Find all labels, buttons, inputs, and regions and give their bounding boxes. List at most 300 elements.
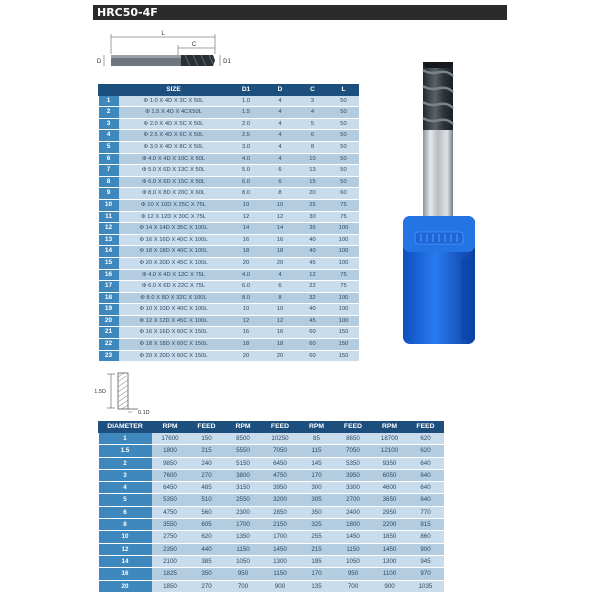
spec-header-3: D xyxy=(264,85,297,96)
speed-row-cell: 1850 xyxy=(372,531,408,543)
speed-row-cell: 2400 xyxy=(335,506,372,518)
spec-header-0 xyxy=(99,85,119,96)
speed-table-body xyxy=(99,433,444,593)
spec-row xyxy=(99,234,359,246)
spec-row-cell: 22 xyxy=(297,281,329,293)
spec-row-key: 5 xyxy=(99,141,119,153)
spec-row-cell: 3.0 xyxy=(229,141,264,153)
speed-row xyxy=(99,519,444,531)
speed-row-cell: 860 xyxy=(408,531,444,543)
speed-header-4: FEED xyxy=(262,422,299,433)
spec-row-key: 16 xyxy=(99,269,119,281)
spec-row-cell: 60 xyxy=(329,188,359,200)
speed-row-cell: 135 xyxy=(299,580,335,592)
spec-row-cell: 50 xyxy=(329,107,359,119)
spec-row-cell: 12 xyxy=(229,315,264,327)
spec-row-cell: 12 xyxy=(297,269,329,281)
spec-row-cell: 2.0 xyxy=(229,118,264,130)
spec-row-key: 4 xyxy=(99,130,119,142)
spec-row-key: 2 xyxy=(99,107,119,119)
spec-row-cell: 50 xyxy=(329,118,359,130)
spec-row-cell: 40 xyxy=(297,304,329,316)
spec-row-key: 11 xyxy=(99,211,119,223)
spec-row-cell: 50 xyxy=(329,130,359,142)
spec-row-cell: 18 xyxy=(229,246,264,258)
speed-row-cell: 2850 xyxy=(262,506,299,518)
spec-row-cell: Φ 8.0 X 8D X 20C X 60L xyxy=(119,188,229,200)
speed-row-key: 6 xyxy=(99,506,152,518)
spec-row-cell: Φ 18 X 18D X 60C X 150L xyxy=(119,339,229,351)
speed-row xyxy=(99,433,444,445)
speed-row-cell: 4750 xyxy=(152,506,189,518)
speed-row-cell: 1150 xyxy=(335,543,372,555)
spec-row-cell: 75 xyxy=(329,211,359,223)
spec-row-cell: 20 xyxy=(297,188,329,200)
speed-row-cell: 17600 xyxy=(152,433,189,445)
spec-row-cell: 100 xyxy=(329,246,359,258)
speed-row-cell: 9850 xyxy=(152,457,189,469)
speed-row-cell: 1850 xyxy=(152,580,189,592)
spec-row-key: 3 xyxy=(99,118,119,130)
speed-row-cell: 4600 xyxy=(372,482,408,494)
speed-row-cell: 3800 xyxy=(225,469,262,481)
speed-row-cell: 620 xyxy=(189,531,225,543)
speed-row-cell: 1800 xyxy=(335,519,372,531)
speed-row-cell: 440 xyxy=(189,543,225,555)
speed-table-header xyxy=(99,422,444,433)
spec-row-cell: 35 xyxy=(297,223,329,235)
speed-row-cell: 605 xyxy=(189,519,225,531)
spec-row xyxy=(99,176,359,188)
spec-row-cell: 10 xyxy=(297,153,329,165)
speed-header-7: RPM xyxy=(372,422,408,433)
spec-row-cell: 50 xyxy=(329,165,359,177)
speed-row xyxy=(99,531,444,543)
spec-row-key: 12 xyxy=(99,223,119,235)
speed-row-cell: 215 xyxy=(189,445,225,457)
spec-row-cell: 10 xyxy=(229,199,264,211)
spec-row-cell: 8.0 xyxy=(229,188,264,200)
speed-row-cell: 350 xyxy=(189,568,225,580)
speed-row-cell: 950 xyxy=(225,568,262,580)
spec-row-cell: 12 xyxy=(229,211,264,223)
speed-row xyxy=(99,494,444,506)
spec-row-cell: 25 xyxy=(297,199,329,211)
spec-row-cell: 40 xyxy=(297,246,329,258)
spec-row xyxy=(99,246,359,258)
speed-row-cell: 1450 xyxy=(372,543,408,555)
spec-row-cell: Φ 20 X 20D X 45C X 100L xyxy=(119,257,229,269)
spec-row xyxy=(99,292,359,304)
speed-row-cell: 560 xyxy=(189,506,225,518)
speed-row-cell: 18700 xyxy=(372,433,408,445)
spec-table-header xyxy=(99,85,359,96)
spec-row xyxy=(99,269,359,281)
speed-row-cell: 7050 xyxy=(262,445,299,457)
speed-row xyxy=(99,469,444,481)
spec-row-cell: 4 xyxy=(297,107,329,119)
spec-row xyxy=(99,141,359,153)
speed-row-key: 16 xyxy=(99,568,152,580)
speed-row-cell: 195 xyxy=(299,555,335,567)
spec-row-cell: Φ 1.0 X 4D X 3C X 50L xyxy=(119,95,229,107)
speed-row-cell: 2100 xyxy=(152,555,189,567)
size-spec-table xyxy=(98,84,359,362)
spec-row-cell: 8 xyxy=(264,292,297,304)
spec-row-cell: 10 xyxy=(264,304,297,316)
spec-row xyxy=(99,118,359,130)
speed-header-8: FEED xyxy=(408,422,444,433)
spec-header-2: D1 xyxy=(229,85,264,96)
speed-row xyxy=(99,580,444,592)
speed-row-cell: 385 xyxy=(189,555,225,567)
speed-row-cell: 900 xyxy=(262,580,299,592)
speed-row-key: 2 xyxy=(99,457,152,469)
spec-row-cell: Φ 16 X 16D X 40C X 100L xyxy=(119,234,229,246)
spec-row-cell: Φ 2.5 X 4D X 6C X 50L xyxy=(119,130,229,142)
spec-row-cell: 6.0 xyxy=(229,176,264,188)
speed-row-key: 1.5 xyxy=(99,445,152,457)
spec-row-key: 20 xyxy=(99,315,119,327)
spec-row-cell: 10 xyxy=(264,199,297,211)
spec-row-cell: 6 xyxy=(264,176,297,188)
spec-row-cell: 30 xyxy=(297,211,329,223)
spec-row xyxy=(99,199,359,211)
speed-header-0: DIAMETER xyxy=(99,422,152,433)
spec-row-cell: 4 xyxy=(264,95,297,107)
spec-row xyxy=(99,188,359,200)
spec-row-cell: 16 xyxy=(264,327,297,339)
spec-row-cell: 20 xyxy=(229,350,264,362)
spec-row-cell: 100 xyxy=(329,257,359,269)
spec-row-cell: 4.0 xyxy=(229,269,264,281)
spec-row-cell: Φ 6.0 X 6D X 22C X 75L xyxy=(119,281,229,293)
speed-row-cell: 770 xyxy=(408,506,444,518)
speed-row-cell: 900 xyxy=(372,580,408,592)
spec-row-key: 19 xyxy=(99,304,119,316)
spec-row-cell: 50 xyxy=(329,141,359,153)
speed-row-cell: 8500 xyxy=(225,433,262,445)
spec-row-cell: 100 xyxy=(329,292,359,304)
speed-row-cell: 1150 xyxy=(225,543,262,555)
spec-row-key: 17 xyxy=(99,281,119,293)
spec-header-1: SIZE xyxy=(119,85,229,96)
speed-row-cell: 6450 xyxy=(152,482,189,494)
spec-row-cell: 4 xyxy=(264,153,297,165)
spec-row-cell: 4 xyxy=(264,130,297,142)
speed-row-cell: 3150 xyxy=(225,482,262,494)
speed-row-cell: 2550 xyxy=(225,494,262,506)
speed-row-cell: 815 xyxy=(408,519,444,531)
speed-row-cell: 325 xyxy=(299,519,335,531)
spec-row-cell: 12 xyxy=(264,211,297,223)
speed-row-cell: 1450 xyxy=(262,543,299,555)
speed-row-cell: 215 xyxy=(299,543,335,555)
speed-row-cell: 1300 xyxy=(372,555,408,567)
label-d1: D1 xyxy=(223,59,231,65)
speed-row-key: 1 xyxy=(99,433,152,445)
speed-row-cell: 115 xyxy=(299,445,335,457)
speed-row-cell: 1825 xyxy=(152,568,189,580)
spec-row-cell: 75 xyxy=(329,199,359,211)
spec-row-cell: Φ 8.0 X 8D X 32C X 100L xyxy=(119,292,229,304)
spec-row xyxy=(99,165,359,177)
spec-row xyxy=(99,350,359,362)
end-mill-dimension-diagram xyxy=(93,28,243,74)
speed-row xyxy=(99,482,444,494)
speed-row-cell: 2150 xyxy=(262,519,299,531)
speed-row-cell: 255 xyxy=(299,531,335,543)
spec-row-cell: 100 xyxy=(329,315,359,327)
label-d: D xyxy=(96,59,102,65)
speed-row-cell: 270 xyxy=(189,580,225,592)
speed-row-cell: 9350 xyxy=(372,457,408,469)
spec-row-key: 23 xyxy=(99,350,119,362)
spec-row-cell: 60 xyxy=(297,327,329,339)
speed-row-cell: 305 xyxy=(299,494,335,506)
spec-row-cell: 18 xyxy=(229,339,264,351)
speed-row-cell: 1700 xyxy=(225,519,262,531)
speed-row-cell: 950 xyxy=(335,568,372,580)
spec-row-cell: 4 xyxy=(264,118,297,130)
spec-row-cell: Φ 3.0 X 4D X 8C X 50L xyxy=(119,141,229,153)
spec-row-cell: 150 xyxy=(329,350,359,362)
end-mill-product-image xyxy=(395,58,485,348)
spec-row-cell: 100 xyxy=(329,304,359,316)
spec-row-cell: 50 xyxy=(329,153,359,165)
spec-row-cell: 8.0 xyxy=(229,292,264,304)
speed-row-cell: 700 xyxy=(335,580,372,592)
spec-row xyxy=(99,211,359,223)
speed-row-cell: 85 xyxy=(299,433,335,445)
spec-row-cell: 4.0 xyxy=(229,153,264,165)
spec-row-cell: Φ 4.0 X 4D X 12C X 75L xyxy=(119,269,229,281)
spec-row-cell: Φ 12 X 12D X 30C X 75L xyxy=(119,211,229,223)
spec-row-cell: 20 xyxy=(229,257,264,269)
speed-row-cell: 7050 xyxy=(335,445,372,457)
spec-row-cell: 4 xyxy=(264,107,297,119)
spec-row xyxy=(99,223,359,235)
spec-row-key: 6 xyxy=(99,153,119,165)
label-width: 0.1D xyxy=(138,410,150,416)
speed-row-key: 3 xyxy=(99,469,152,481)
spec-row-key: 10 xyxy=(99,199,119,211)
speed-row-cell: 3300 xyxy=(335,482,372,494)
spec-row-cell: 18 xyxy=(264,339,297,351)
speed-row-cell: 3550 xyxy=(152,519,189,531)
speed-row-cell: 3950 xyxy=(335,469,372,481)
speed-row-cell: 700 xyxy=(225,580,262,592)
spec-row-cell: 75 xyxy=(329,269,359,281)
speed-row-cell: 4750 xyxy=(262,469,299,481)
speed-row-cell: 1050 xyxy=(225,555,262,567)
speed-row-cell: 620 xyxy=(408,445,444,457)
speed-row-cell: 10250 xyxy=(262,433,299,445)
speed-row-cell: 640 xyxy=(408,494,444,506)
speed-row xyxy=(99,506,444,518)
spec-row-cell: 16 xyxy=(229,327,264,339)
speed-row-cell: 2200 xyxy=(372,519,408,531)
speed-row-cell: 3200 xyxy=(262,494,299,506)
spec-row xyxy=(99,107,359,119)
speed-row-cell: 900 xyxy=(408,543,444,555)
spec-row-cell: Φ 5.0 X 6D X 13C X 50L xyxy=(119,165,229,177)
speed-row xyxy=(99,543,444,555)
spec-row-cell: 13 xyxy=(297,165,329,177)
speed-row-cell: 240 xyxy=(189,457,225,469)
spec-row-cell: 45 xyxy=(297,315,329,327)
spec-row-key: 21 xyxy=(99,327,119,339)
spec-row-cell: 4 xyxy=(264,269,297,281)
spec-row-cell: 1.5 xyxy=(229,107,264,119)
speed-row-cell: 3650 xyxy=(372,494,408,506)
speed-row-cell: 2950 xyxy=(372,506,408,518)
spec-row-cell: Φ 1.5 X 4D X 4CX50L xyxy=(119,107,229,119)
speed-row-cell: 640 xyxy=(408,482,444,494)
speed-row-cell: 5550 xyxy=(225,445,262,457)
speed-row-cell: 1050 xyxy=(335,555,372,567)
spec-row-cell: 5 xyxy=(297,118,329,130)
spec-row-key: 15 xyxy=(99,257,119,269)
spec-row-cell: Φ 14 X 14D X 35C X 100L xyxy=(119,223,229,235)
spec-row-cell: Φ 10 X 10D X 25C X 75L xyxy=(119,199,229,211)
speed-header-1: RPM xyxy=(152,422,189,433)
spec-row-cell: 100 xyxy=(329,223,359,235)
spec-row-cell: 75 xyxy=(329,281,359,293)
speed-row-cell: 6050 xyxy=(372,469,408,481)
spec-row-cell: Φ 4.0 X 4D X 10C X 50L xyxy=(119,153,229,165)
spec-row xyxy=(99,95,359,107)
speed-row-cell: 170 xyxy=(299,469,335,481)
spec-row-cell: 2.5 xyxy=(229,130,264,142)
spec-row-cell: 150 xyxy=(329,339,359,351)
speed-row xyxy=(99,568,444,580)
speed-row-cell: 620 xyxy=(408,433,444,445)
speed-row-cell: 2750 xyxy=(152,531,189,543)
speed-row-cell: 6450 xyxy=(262,457,299,469)
spec-row xyxy=(99,304,359,316)
speed-row-cell: 1035 xyxy=(408,580,444,592)
speed-header-2: FEED xyxy=(189,422,225,433)
speed-row-key: 14 xyxy=(99,555,152,567)
spec-header-4: C xyxy=(297,85,329,96)
speed-row-cell: 640 xyxy=(408,469,444,481)
spec-row-cell: 20 xyxy=(264,350,297,362)
speed-row-cell: 1450 xyxy=(335,531,372,543)
spec-row-cell: 60 xyxy=(297,350,329,362)
speed-row-cell: 945 xyxy=(408,555,444,567)
spec-row xyxy=(99,153,359,165)
spec-row-cell: 15 xyxy=(297,176,329,188)
spec-row-cell: 10 xyxy=(229,304,264,316)
speed-header-6: FEED xyxy=(335,422,372,433)
spec-row-cell: 14 xyxy=(264,223,297,235)
spec-row-cell: 8 xyxy=(297,141,329,153)
speed-row-cell: 1350 xyxy=(225,531,262,543)
spec-row-key: 18 xyxy=(99,292,119,304)
speed-row-key: 4 xyxy=(99,482,152,494)
spec-row-key: 13 xyxy=(99,234,119,246)
spec-row-key: 8 xyxy=(99,176,119,188)
spec-row-cell: 32 xyxy=(297,292,329,304)
spec-row-cell: 3 xyxy=(297,95,329,107)
speed-row-cell: 3950 xyxy=(262,482,299,494)
spec-row xyxy=(99,130,359,142)
speed-row-cell: 485 xyxy=(189,482,225,494)
label-l: L xyxy=(161,31,165,37)
spec-row-cell: 150 xyxy=(329,327,359,339)
spec-row-key: 22 xyxy=(99,339,119,351)
speed-row-cell: 2350 xyxy=(152,543,189,555)
spec-row-cell: Φ 18 X 18D X 40C X 100L xyxy=(119,246,229,258)
spec-row-cell: Φ 12 X 12D X 45C X 100L xyxy=(119,315,229,327)
speed-row-cell: 150 xyxy=(189,433,225,445)
speed-row xyxy=(99,457,444,469)
speed-row xyxy=(99,555,444,567)
spec-row-key: 9 xyxy=(99,188,119,200)
spec-row-cell: 6 xyxy=(264,165,297,177)
speed-row-key: 12 xyxy=(99,543,152,555)
spec-row xyxy=(99,257,359,269)
speed-row-cell: 350 xyxy=(299,506,335,518)
speed-row-key: 5 xyxy=(99,494,152,506)
spec-row-cell: 20 xyxy=(264,257,297,269)
speed-row xyxy=(99,445,444,457)
spec-row-key: 7 xyxy=(99,165,119,177)
speed-header-3: RPM xyxy=(225,422,262,433)
spec-row-cell: Φ 16 X 16D X 60C X 150L xyxy=(119,327,229,339)
spec-row-cell: 100 xyxy=(329,234,359,246)
spec-row-cell: 50 xyxy=(329,176,359,188)
speed-row-cell: 170 xyxy=(299,568,335,580)
speed-header-5: RPM xyxy=(299,422,335,433)
label-c: C xyxy=(191,42,197,48)
speed-row-cell: 5350 xyxy=(335,457,372,469)
spec-row-cell: 4 xyxy=(264,141,297,153)
page-title: HRC50-4F xyxy=(97,6,158,19)
spec-row-key: 1 xyxy=(99,95,119,107)
speed-row-cell: 2700 xyxy=(335,494,372,506)
speed-row-cell: 2300 xyxy=(225,506,262,518)
speed-row-cell: 145 xyxy=(299,457,335,469)
spec-header-5: L xyxy=(329,85,359,96)
spec-row-cell: 6 xyxy=(297,130,329,142)
speed-row-cell: 970 xyxy=(408,568,444,580)
spec-row-cell: 6.0 xyxy=(229,281,264,293)
spec-row xyxy=(99,339,359,351)
spec-row xyxy=(99,281,359,293)
spec-row-cell: 18 xyxy=(264,246,297,258)
speed-row-cell: 270 xyxy=(189,469,225,481)
speed-row-cell: 510 xyxy=(189,494,225,506)
spec-row-cell: 45 xyxy=(297,257,329,269)
spec-row-cell: Φ 20 X 20D X 60C X 150L xyxy=(119,350,229,362)
spec-table-body xyxy=(99,95,359,362)
spec-row-cell: 5.0 xyxy=(229,165,264,177)
speed-row-cell: 300 xyxy=(299,482,335,494)
speed-row-cell: 1150 xyxy=(262,568,299,580)
speed-row-cell: 12100 xyxy=(372,445,408,457)
spec-row-cell: 16 xyxy=(229,234,264,246)
speed-row-key: 20 xyxy=(99,580,152,592)
speed-row-cell: 1300 xyxy=(262,555,299,567)
spec-row-cell: 50 xyxy=(329,95,359,107)
speed-row-cell: 1100 xyxy=(372,568,408,580)
spec-row-cell: Φ 2.0 X 4D X 5C X 50L xyxy=(119,118,229,130)
speed-feed-table xyxy=(98,421,444,593)
spec-row-cell: 14 xyxy=(229,223,264,235)
speed-row-cell: 8650 xyxy=(335,433,372,445)
